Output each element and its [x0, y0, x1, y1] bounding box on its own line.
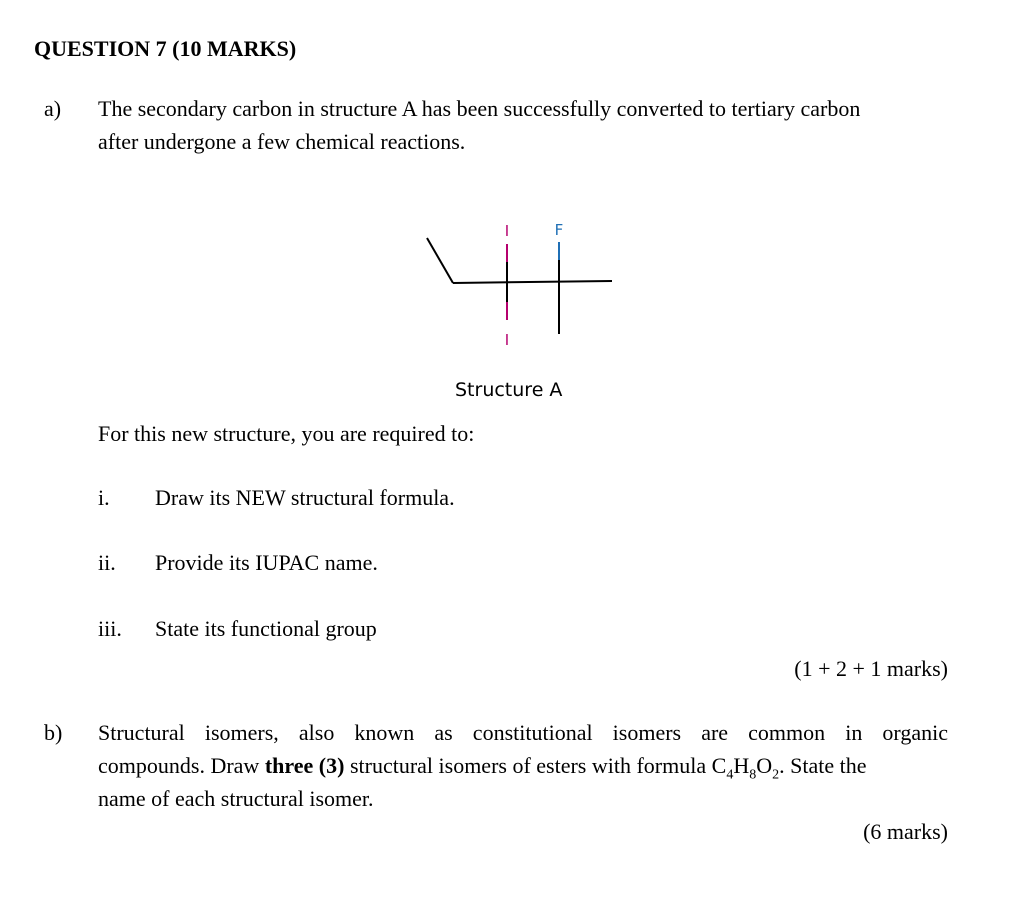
formula-subscript: 4 [726, 767, 734, 783]
part-b-line-2-pre: compounds. Draw [98, 753, 265, 778]
part-b-line-2-post: . State the [779, 753, 867, 778]
task-text: State its functional group [155, 616, 377, 641]
part-a-line-1: The secondary carbon in structure A has been successfully converted to tertiary carbon [98, 96, 861, 121]
task-number: i. [98, 485, 110, 510]
part-a-line-2: after undergone a few chemical reactions. [98, 129, 466, 154]
question-title: QUESTION 7 (10 MARKS) [34, 36, 297, 61]
task-text: Provide its IUPAC name. [155, 550, 378, 575]
formula-subscript: 8 [749, 767, 757, 783]
task-number: iii. [98, 616, 122, 641]
formula-element: H [733, 753, 750, 778]
part-a-intro: For this new structure, you are required to: [98, 421, 475, 446]
part-b-line-1: Structural isomers, also known as constitutional isomers are common in organic [98, 720, 948, 745]
part-b-marks: (6 marks) [863, 819, 948, 844]
bond-2 [453, 281, 612, 283]
part-a-label: a) [44, 96, 62, 121]
formula-subscript: 2 [772, 767, 780, 783]
formula-element: O [756, 753, 773, 778]
structure-caption: Structure A [455, 379, 563, 401]
part-a-marks: (1 + 2 + 1 marks) [794, 656, 948, 681]
atom-label-fluorine: F [554, 221, 564, 239]
part-b-line-3: name of each structural isomer. [98, 786, 374, 811]
atom-label-iodine-bottom: I [504, 331, 510, 349]
atom-label-iodine-top: I [504, 222, 510, 240]
task-text: Draw its NEW structural formula. [155, 485, 455, 510]
part-b-label: b) [44, 720, 63, 745]
part-b-emphasis: three (3) [264, 753, 345, 778]
bond-1 [427, 238, 453, 283]
structure-a-bonds [427, 238, 612, 334]
task-number: ii. [98, 550, 116, 575]
part-b-line-2-mid: structural isomers of esters with formula C [344, 753, 727, 778]
